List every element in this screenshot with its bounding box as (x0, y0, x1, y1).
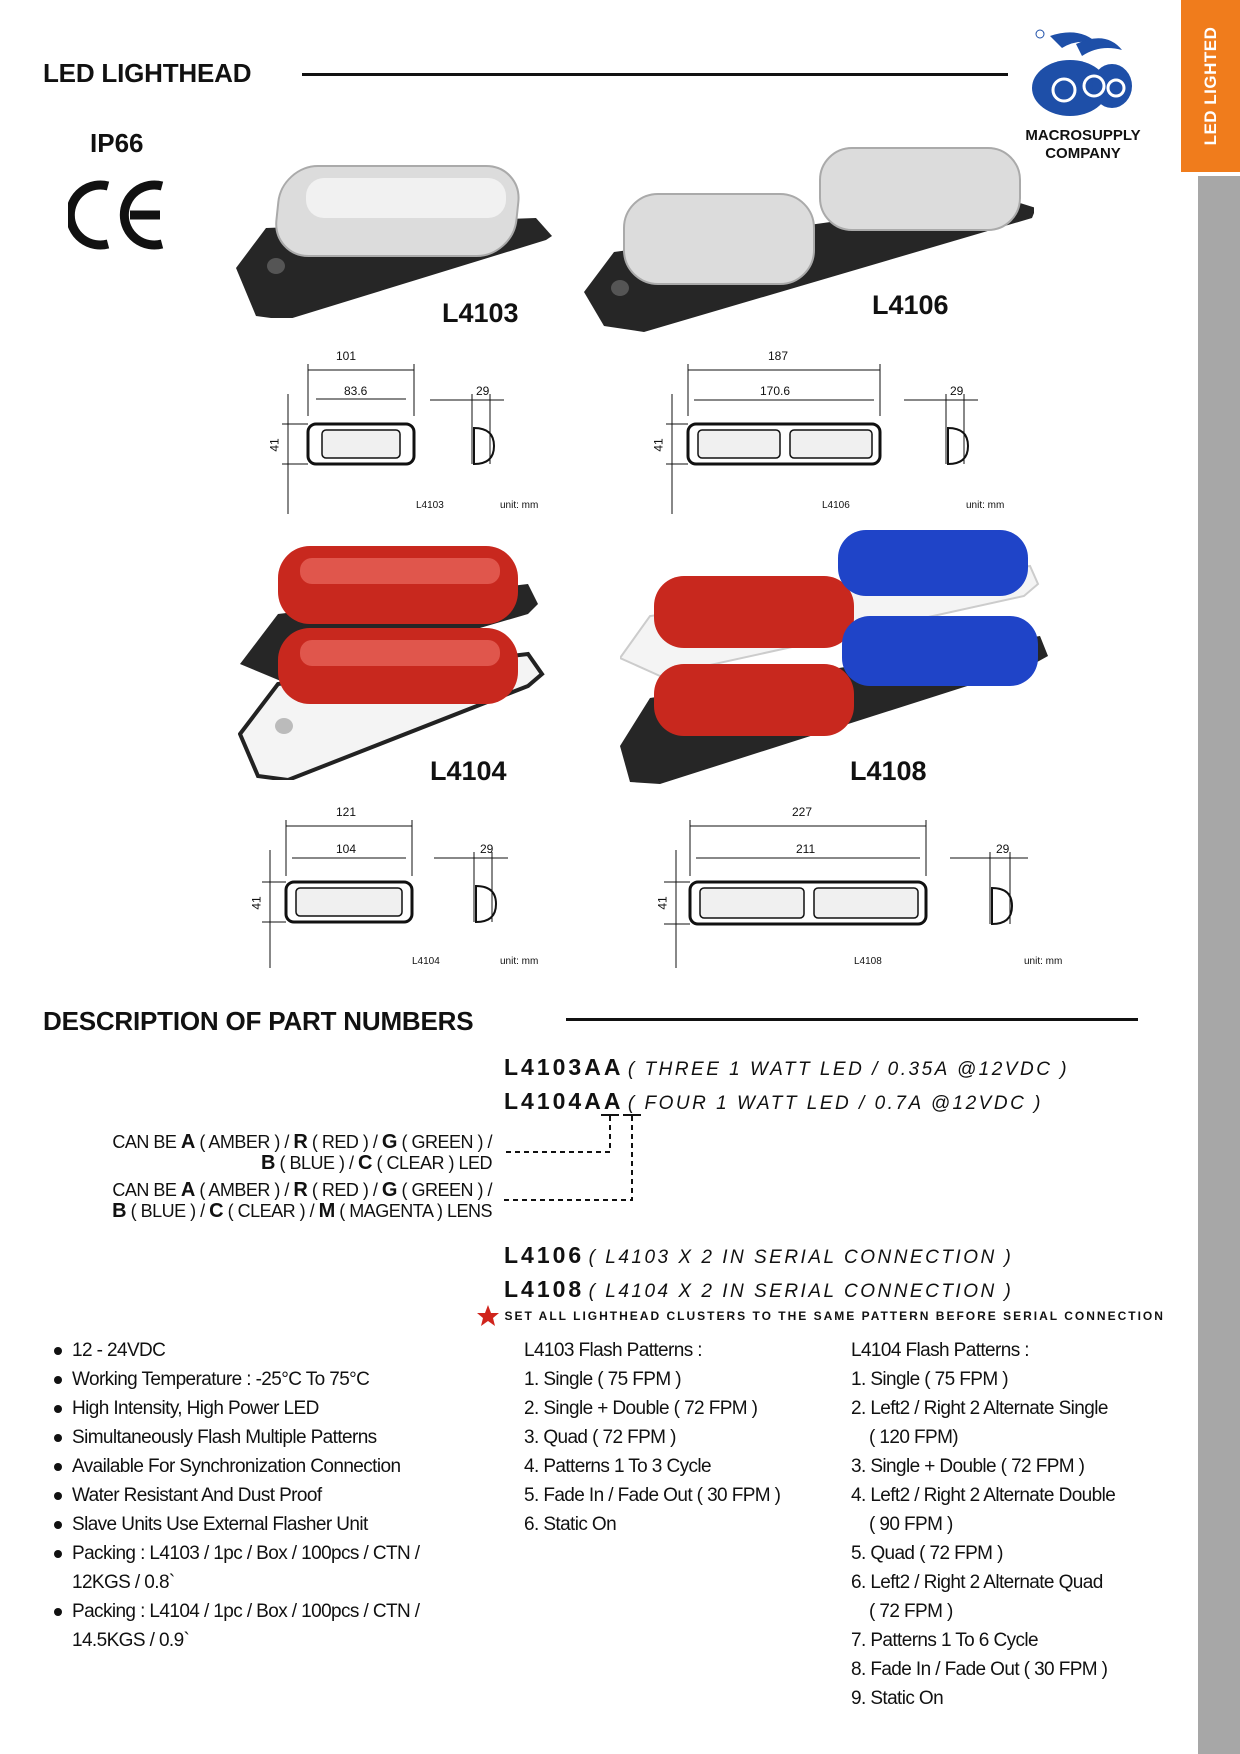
spec-item: Packing : L4103 / 1pc / Box / 100pcs / CTN / (42, 1539, 522, 1568)
text: ( CLEAR ) LED (376, 1153, 492, 1173)
spec-item: 12 - 24VDC (42, 1336, 522, 1365)
warning-text: SET ALL LIGHTHEAD CLUSTERS TO THE SAME PATTERN BEFORE SERIAL CONNECTION (504, 1309, 1165, 1323)
part-row-l4103aa (504, 1054, 1069, 1081)
pattern-item: 4. Left2 / Right 2 Alternate Double (851, 1485, 1116, 1506)
ce-mark (68, 178, 168, 257)
part-desc: ( L4103 X 2 IN SERIAL CONNECTION ) (588, 1247, 1014, 1268)
dim-depth: 29 (996, 842, 1010, 856)
pattern-item: 1. Single ( 75 FPM ) (524, 1369, 681, 1390)
text: G (381, 1131, 397, 1153)
dim-height: 41 (651, 438, 666, 452)
product-photo-l4108 (620, 526, 1050, 791)
part-code: L4104AA (504, 1088, 624, 1114)
spec-list (42, 1336, 522, 1655)
part-code: L4106 (504, 1242, 585, 1268)
text: A (180, 1179, 195, 1201)
text: ( GREEN ) / (401, 1180, 492, 1200)
product-photo-l4106 (584, 142, 1034, 337)
pattern-item: 4. Patterns 1 To 3 Cycle (524, 1456, 711, 1477)
pattern-item: 7. Patterns 1 To 6 Cycle (851, 1630, 1038, 1651)
pattern-item: 5. Quad ( 72 FPM ) (851, 1543, 1003, 1564)
product-photo-l4104 (238, 544, 548, 785)
text: ( CLEAR ) / (227, 1201, 315, 1221)
text: ( AMBER ) / (199, 1180, 289, 1200)
part-desc: ( FOUR 1 WATT LED / 0.7A @12VDC ) (627, 1093, 1043, 1114)
text: ( MAGENTA ) LENS (339, 1201, 492, 1221)
part-desc: ( THREE 1 WATT LED / 0.35A @12VDC ) (627, 1059, 1070, 1080)
drawing-ref: L4106 (822, 500, 850, 511)
part-row-l4106 (504, 1242, 1013, 1269)
spec-item: Packing : L4104 / 1pc / Box / 100pcs / CTN / (42, 1597, 522, 1626)
title-rule (302, 73, 1008, 76)
dim-depth: 29 (476, 384, 490, 398)
drawing-unit: unit: mm (966, 500, 1005, 511)
dim-depth: 29 (950, 384, 964, 398)
side-tab (1181, 0, 1240, 172)
dimension-drawing-l4104 (249, 800, 566, 970)
text: R (293, 1131, 308, 1153)
pattern-title: L4104 Flash Patterns : (851, 1340, 1029, 1361)
spec-item: Slave Units Use External Flasher Unit (42, 1510, 522, 1539)
pattern-item: 1. Single ( 75 FPM ) (851, 1369, 1008, 1390)
led-color-options (10, 1132, 492, 1174)
dimension-drawing-l4106 (651, 344, 1020, 514)
text: ( GREEN ) / (401, 1132, 492, 1152)
dim-depth: 29 (480, 842, 494, 856)
drawing-unit: unit: mm (1024, 956, 1063, 967)
pattern-title: L4103 Flash Patterns : (524, 1340, 702, 1361)
side-tab-label: LED LIGHTED (1200, 26, 1220, 146)
dim-width: 187 (768, 349, 789, 363)
part-code: L4103AA (504, 1054, 624, 1080)
page-title: LED LIGHTHEAD (43, 58, 252, 88)
text: ( BLUE ) / (130, 1201, 205, 1221)
logo-name-line2: COMPANY (1045, 145, 1121, 162)
spec-item: Available For Synchronization Connection (42, 1452, 522, 1481)
pattern-item: 2. Single + Double ( 72 FPM ) (524, 1398, 758, 1419)
pattern-item: 6. Left2 / Right 2 Alternate Quad (851, 1572, 1103, 1593)
text: C (358, 1152, 372, 1174)
text: C (209, 1200, 224, 1222)
l4103-flash-patterns (524, 1336, 844, 1539)
dim-height: 41 (249, 896, 264, 910)
text: B (112, 1200, 127, 1222)
part-row-l4108 (504, 1276, 1013, 1303)
pattern-item: 3. Single + Double ( 72 FPM ) (851, 1456, 1085, 1477)
text: G (381, 1179, 397, 1201)
text: M (318, 1200, 335, 1222)
dimension-drawing-l4103 (267, 344, 566, 514)
star-icon (476, 1304, 500, 1328)
pattern-item-continued: ( 72 FPM ) (869, 1601, 953, 1622)
dim-width: 101 (336, 349, 357, 363)
text: ( RED ) / (311, 1180, 378, 1200)
dim-inner: 104 (336, 842, 357, 856)
pattern-item-continued: ( 120 FPM) (869, 1427, 959, 1448)
text: ( RED ) / (311, 1132, 378, 1152)
ip-rating: IP66 (90, 128, 144, 158)
drawing-ref: L4104 (412, 956, 440, 967)
model-label-l4108: L4108 (850, 756, 927, 786)
suffix-connector-lines (500, 1114, 650, 1204)
dim-width: 227 (792, 805, 813, 819)
dim-inner: 83.6 (344, 384, 368, 398)
model-label-l4103: L4103 (442, 298, 519, 328)
drawing-ref: L4108 (854, 956, 882, 967)
pattern-item: 6. Static On (524, 1514, 617, 1535)
part-row-l4104aa (504, 1088, 1043, 1115)
logo-icon (1020, 26, 1146, 122)
text: ( AMBER ) / (199, 1132, 289, 1152)
drawing-ref: L4103 (416, 500, 444, 511)
drawing-unit: unit: mm (500, 500, 539, 511)
text: CAN BE (112, 1180, 177, 1200)
dim-height: 41 (267, 438, 282, 452)
text: A (180, 1131, 195, 1153)
spec-item: Working Temperature : -25°C To 75°C (42, 1365, 522, 1394)
text: CAN BE (112, 1132, 177, 1152)
part-desc: ( L4104 X 2 IN SERIAL CONNECTION ) (588, 1281, 1014, 1302)
lens-color-options (10, 1180, 492, 1222)
dim-inner: 170.6 (760, 384, 791, 398)
dimension-drawing-l4108 (656, 800, 1076, 970)
spec-item: High Intensity, High Power LED (42, 1394, 522, 1423)
company-logo (1020, 26, 1146, 163)
model-label-l4106: L4106 (872, 290, 949, 320)
pattern-item: 5. Fade In / Fade Out ( 30 FPM ) (524, 1485, 781, 1506)
spec-item-continued: 14.5KGS / 0.9` (72, 1630, 190, 1651)
side-bar (1198, 176, 1240, 1754)
dim-width: 121 (336, 805, 357, 819)
model-label-l4104: L4104 (430, 756, 507, 786)
dim-height: 41 (655, 896, 670, 910)
section-title-description: DESCRIPTION OF PART NUMBERS (43, 1006, 474, 1036)
spec-item: Water Resistant And Dust Proof (42, 1481, 522, 1510)
part-code: L4108 (504, 1276, 585, 1302)
pattern-item: 9. Static On (851, 1688, 944, 1709)
spec-item: Simultaneously Flash Multiple Patterns (42, 1423, 522, 1452)
logo-name-line1: MACROSUPPLY (1025, 127, 1141, 144)
serial-warning (476, 1304, 1165, 1328)
spec-item-continued: 12KGS / 0.8` (72, 1572, 175, 1593)
dim-inner: 211 (796, 842, 816, 856)
l4104-flash-patterns (851, 1336, 1191, 1713)
text: R (293, 1179, 308, 1201)
text: ( BLUE ) / (279, 1153, 354, 1173)
pattern-item: 2. Left2 / Right 2 Alternate Single (851, 1398, 1108, 1419)
pattern-item: 3. Quad ( 72 FPM ) (524, 1427, 676, 1448)
product-photo-l4103 (236, 148, 556, 323)
pattern-item: 8. Fade In / Fade Out ( 30 FPM ) (851, 1659, 1108, 1680)
pattern-item-continued: ( 90 FPM ) (869, 1514, 953, 1535)
text: B (261, 1152, 275, 1174)
drawing-unit: unit: mm (500, 956, 539, 967)
ce-icon (68, 178, 168, 252)
section-rule (566, 1018, 1138, 1021)
